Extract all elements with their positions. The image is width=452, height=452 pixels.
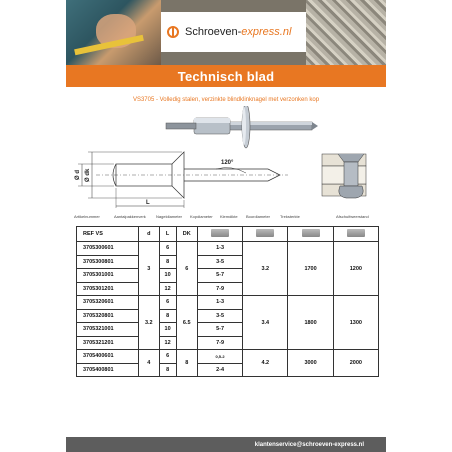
table-row: 3705300801 8 3-5 [77,255,379,269]
table-row: 3705321001 10 5-7 [77,323,379,337]
logo-text-main: Schroeven- [185,26,242,38]
table-header-row [77,227,379,242]
head-diameter-label: Ø dk [85,168,91,182]
angle-label: 120° [221,160,234,166]
page-title: Technisch blad [177,68,275,84]
rivet-section [78,152,288,208]
installed-rivet-section [322,154,366,198]
legend-item: Afschuifweerstand [336,214,369,219]
legend-item: Kopdiameter [190,214,213,219]
legend-item: Klemdikte [220,214,238,219]
col-drill-icon [243,227,288,242]
col-ref: REF VS [77,227,139,242]
table-row: 3705320801 8 3-5 [77,309,379,323]
title-bar [66,65,386,87]
table-row: 3705301201 12 7-9 [77,282,379,296]
product-subtitle: VS3705 - Volledig stalen, verzinkte blindklinknagel met verzonken kop [132,97,320,103]
workshop-photo [66,0,161,65]
technical-drawing [66,106,386,216]
footer-bar [66,437,386,452]
col-grip-icon [197,227,242,242]
diameter-label: Ø d [75,170,81,180]
logo-icon [167,25,181,39]
col-l: L [159,227,176,242]
legend-item: Treksterkte [280,214,300,219]
table-row: 3705321201 12 7-9 [77,336,379,350]
spec-table [76,226,379,377]
length-label: L [146,200,150,206]
table-row: 3705400801 8 2-4 [77,363,379,377]
table-row: 3705400601 4 6 8 0,5-2 4.2 3000 2000 [77,350,379,364]
table-row: 3705300601 3 6 6 1-3 3.2 1700 1200 [77,242,379,256]
rivet-illustration [166,106,318,148]
legend-item: Aantalpakkenverk [114,214,146,219]
col-shear-icon [333,227,378,242]
table-row: 3705320601 3.2 6 6.5 1-3 3.4 1800 1300 [77,296,379,310]
legend-item: Artikelnummer [74,214,100,219]
legend-item: Nageldiameter [156,214,183,219]
col-tensile-icon [288,227,333,242]
contact-email-link[interactable]: klantenservice@schroeven-express.nl [254,441,364,448]
logo[interactable] [161,12,306,52]
screws-photo [306,0,386,65]
header-banner [66,0,386,65]
col-d: d [139,227,160,242]
col-dk: DK [176,227,197,242]
legend-item: Boordiameter [246,214,271,219]
logo-text-accent: express.nl [241,26,292,38]
table-row: 3705301001 10 5-7 [77,269,379,283]
